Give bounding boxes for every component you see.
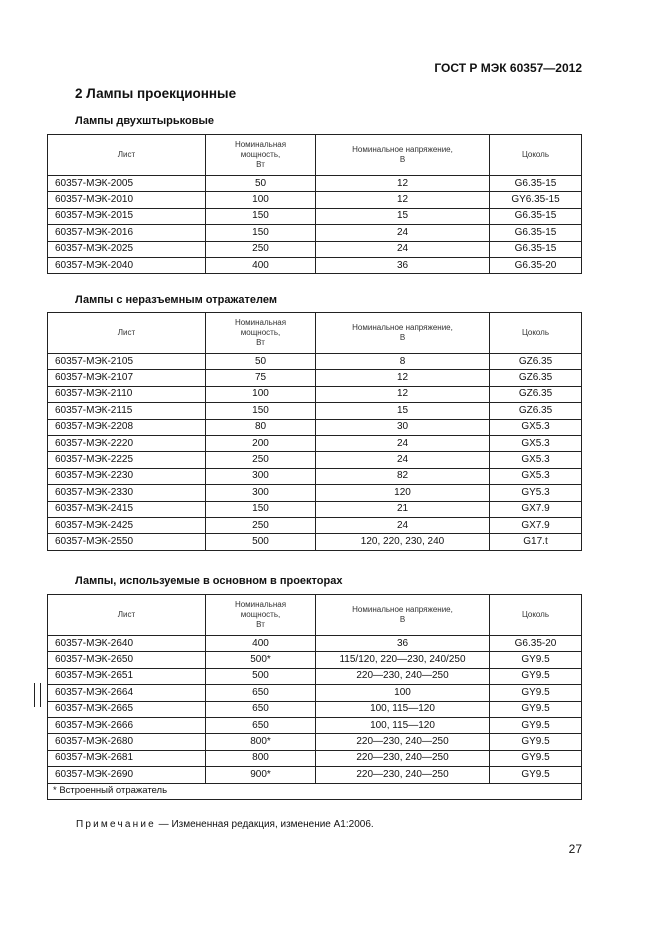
base-cell: GX7.9 [490,501,582,517]
column-header-line: В [399,155,406,164]
sheet-cell: 60357-МЭК-2650 [48,652,206,668]
base-cell: GY5.3 [490,485,582,501]
base-cell: GZ6.35 [490,403,582,419]
table-row [48,701,582,717]
voltage-cell: 12 [316,386,490,402]
column-header-line: Номинальная [234,318,287,327]
voltage-cell: 8 [316,354,490,370]
base-cell: GX7.9 [490,517,582,533]
sheet-cell: 60357-МЭК-2225 [48,452,206,468]
voltage-cell: 220—230, 240—250 [316,668,490,684]
sheet-cell: 60357-МЭК-2681 [48,750,206,766]
lamp-table-projectors [47,594,582,800]
sheet-cell: 60357-МЭК-2666 [48,717,206,733]
table-header-row [48,595,582,636]
column-header [48,135,206,176]
column-header-line: Цоколь [521,150,550,159]
column-header [206,135,316,176]
column-header [490,313,582,354]
base-cell: GX5.3 [490,435,582,451]
sheet-cell: 60357-МЭК-2040 [48,257,206,273]
power-cell: 650 [206,701,316,717]
column-header [316,595,490,636]
column-header [206,595,316,636]
table-row [48,176,582,192]
voltage-cell: 100, 115—120 [316,701,490,717]
sheet-cell: 60357-МЭК-2005 [48,176,206,192]
table-title: Лампы двухштырьковые [75,115,214,127]
column-header [48,313,206,354]
power-cell: 80 [206,419,316,435]
base-cell: GY9.5 [490,701,582,717]
sheet-cell: 60357-МЭК-2220 [48,435,206,451]
sheet-cell: 60357-МЭК-2651 [48,668,206,684]
sheet-cell: 60357-МЭК-2105 [48,354,206,370]
table-title: Лампы с неразъемным отражателем [75,294,277,306]
power-cell: 800 [206,750,316,766]
power-cell: 800* [206,734,316,750]
power-cell: 150 [206,225,316,241]
voltage-cell: 120, 220, 230, 240 [316,534,490,550]
power-cell: 300 [206,468,316,484]
document-header: ГОСТ Р МЭК 60357—2012 [434,61,582,75]
voltage-cell: 100, 115—120 [316,717,490,733]
power-cell: 150 [206,208,316,224]
column-header [206,313,316,354]
power-cell: 50 [206,176,316,192]
table-row [48,468,582,484]
sheet-cell: 60357-МЭК-2665 [48,701,206,717]
note-text: — Измененная редакция, изменение А1:2006. [155,819,374,830]
footnote-row [48,783,582,799]
column-header-line: мощность, [240,328,281,337]
table-row [48,419,582,435]
base-cell: GY9.5 [490,685,582,701]
table-row [48,717,582,733]
base-cell: G6.35-20 [490,257,582,273]
power-cell: 500 [206,534,316,550]
table-row [48,241,582,257]
table-row [48,636,582,652]
column-header-line: Номинальная [234,600,287,609]
voltage-cell: 220—230, 240—250 [316,734,490,750]
column-header [316,135,490,176]
sheet-cell: 60357-МЭК-2330 [48,485,206,501]
column-header-line: Лист [117,150,136,159]
power-cell: 400 [206,257,316,273]
sheet-cell: 60357-МЭК-2640 [48,636,206,652]
base-cell: G6.35-20 [490,636,582,652]
power-cell: 150 [206,403,316,419]
voltage-cell: 21 [316,501,490,517]
base-cell: GY9.5 [490,652,582,668]
table-title: Лампы, используемые в основном в проекторах [75,575,343,587]
base-cell: G6.35-15 [490,208,582,224]
voltage-cell: 24 [316,241,490,257]
column-header-line: мощность, [240,610,281,619]
voltage-cell: 15 [316,208,490,224]
base-cell: G6.35-15 [490,225,582,241]
column-header-line: Цоколь [521,328,550,337]
sheet-cell: 60357-МЭК-2550 [48,534,206,550]
column-header [48,595,206,636]
column-header-line: Номинальная [234,140,287,149]
power-cell: 500 [206,668,316,684]
table-row [48,534,582,550]
sheet-cell: 60357-МЭК-2230 [48,468,206,484]
base-cell: GX5.3 [490,468,582,484]
power-cell: 300 [206,485,316,501]
table-footnote: * Встроенный отражатель [48,783,582,799]
table-row [48,225,582,241]
base-cell: GX5.3 [490,419,582,435]
column-header-line: В [399,615,406,624]
base-cell: GY9.5 [490,750,582,766]
power-cell: 250 [206,241,316,257]
table-row [48,370,582,386]
sheet-cell: 60357-МЭК-2025 [48,241,206,257]
base-cell: GY9.5 [490,734,582,750]
note [76,819,374,830]
base-cell: G17.t [490,534,582,550]
base-cell: G6.35-15 [490,241,582,257]
table-row [48,685,582,701]
sheet-cell: 60357-МЭК-2208 [48,419,206,435]
column-header-line: Вт [256,620,265,629]
power-cell: 650 [206,717,316,733]
voltage-cell: 24 [316,452,490,468]
table-row [48,501,582,517]
column-header [490,595,582,636]
voltage-cell: 115/120, 220—230, 240/250 [316,652,490,668]
power-cell: 250 [206,452,316,468]
table-row [48,403,582,419]
voltage-cell: 12 [316,176,490,192]
power-cell: 200 [206,435,316,451]
base-cell: GY6.35-15 [490,192,582,208]
table-row [48,208,582,224]
column-header-line: Номинальное напряжение, [352,605,453,614]
power-cell: 50 [206,354,316,370]
column-header-line: Номинальное напряжение, [352,323,453,332]
power-cell: 75 [206,370,316,386]
voltage-cell: 82 [316,468,490,484]
voltage-cell: 220—230, 240—250 [316,750,490,766]
base-cell: GY9.5 [490,668,582,684]
power-cell: 900* [206,767,316,783]
table-row [48,652,582,668]
voltage-cell: 120 [316,485,490,501]
note-label: Примечание [76,819,156,830]
voltage-cell: 24 [316,435,490,451]
column-header [490,135,582,176]
voltage-cell: 30 [316,419,490,435]
power-cell: 150 [206,501,316,517]
sheet-cell: 60357-МЭК-2680 [48,734,206,750]
table-row [48,435,582,451]
table-row [48,257,582,273]
section-title: 2 Лампы проекционные [75,86,237,101]
base-cell: GZ6.35 [490,370,582,386]
voltage-cell: 36 [316,636,490,652]
power-cell: 250 [206,517,316,533]
table-row [48,485,582,501]
table-row [48,192,582,208]
sheet-cell: 60357-МЭК-2010 [48,192,206,208]
base-cell: GZ6.35 [490,354,582,370]
column-header-line: Лист [117,610,136,619]
power-cell: 400 [206,636,316,652]
table-row [48,452,582,468]
column-header-line: Цоколь [521,610,550,619]
column-header [316,313,490,354]
sheet-cell: 60357-МЭК-2664 [48,685,206,701]
sheet-cell: 60357-МЭК-2110 [48,386,206,402]
base-cell: G6.35-15 [490,176,582,192]
table-row [48,750,582,766]
power-cell: 100 [206,386,316,402]
page-number: 27 [568,842,582,856]
power-cell: 100 [206,192,316,208]
revision-mark [34,683,41,707]
column-header-line: В [399,333,406,342]
table-row [48,386,582,402]
base-cell: GZ6.35 [490,386,582,402]
table-row [48,354,582,370]
power-cell: 650 [206,685,316,701]
table-row [48,668,582,684]
table-row [48,767,582,783]
sheet-cell: 60357-МЭК-2107 [48,370,206,386]
column-header-line: Вт [256,338,265,347]
sheet-cell: 60357-МЭК-2415 [48,501,206,517]
voltage-cell: 24 [316,517,490,533]
table-row [48,517,582,533]
sheet-cell: 60357-МЭК-2690 [48,767,206,783]
base-cell: GX5.3 [490,452,582,468]
sheet-cell: 60357-МЭК-2016 [48,225,206,241]
voltage-cell: 220—230, 240—250 [316,767,490,783]
column-header-line: Вт [256,160,265,169]
sheet-cell: 60357-МЭК-2115 [48,403,206,419]
table-header-row [48,313,582,354]
lamp-table-integral-reflector [47,312,582,551]
table-header-row [48,135,582,176]
lamp-table-two-pin [47,134,582,274]
voltage-cell: 100 [316,685,490,701]
base-cell: GY9.5 [490,767,582,783]
column-header-line: Номинальное напряжение, [352,145,453,154]
power-cell: 500* [206,652,316,668]
voltage-cell: 36 [316,257,490,273]
voltage-cell: 15 [316,403,490,419]
base-cell: GY9.5 [490,717,582,733]
voltage-cell: 12 [316,370,490,386]
column-header-line: мощность, [240,150,281,159]
table-row [48,734,582,750]
sheet-cell: 60357-МЭК-2015 [48,208,206,224]
voltage-cell: 12 [316,192,490,208]
voltage-cell: 24 [316,225,490,241]
sheet-cell: 60357-МЭК-2425 [48,517,206,533]
column-header-line: Лист [117,328,136,337]
